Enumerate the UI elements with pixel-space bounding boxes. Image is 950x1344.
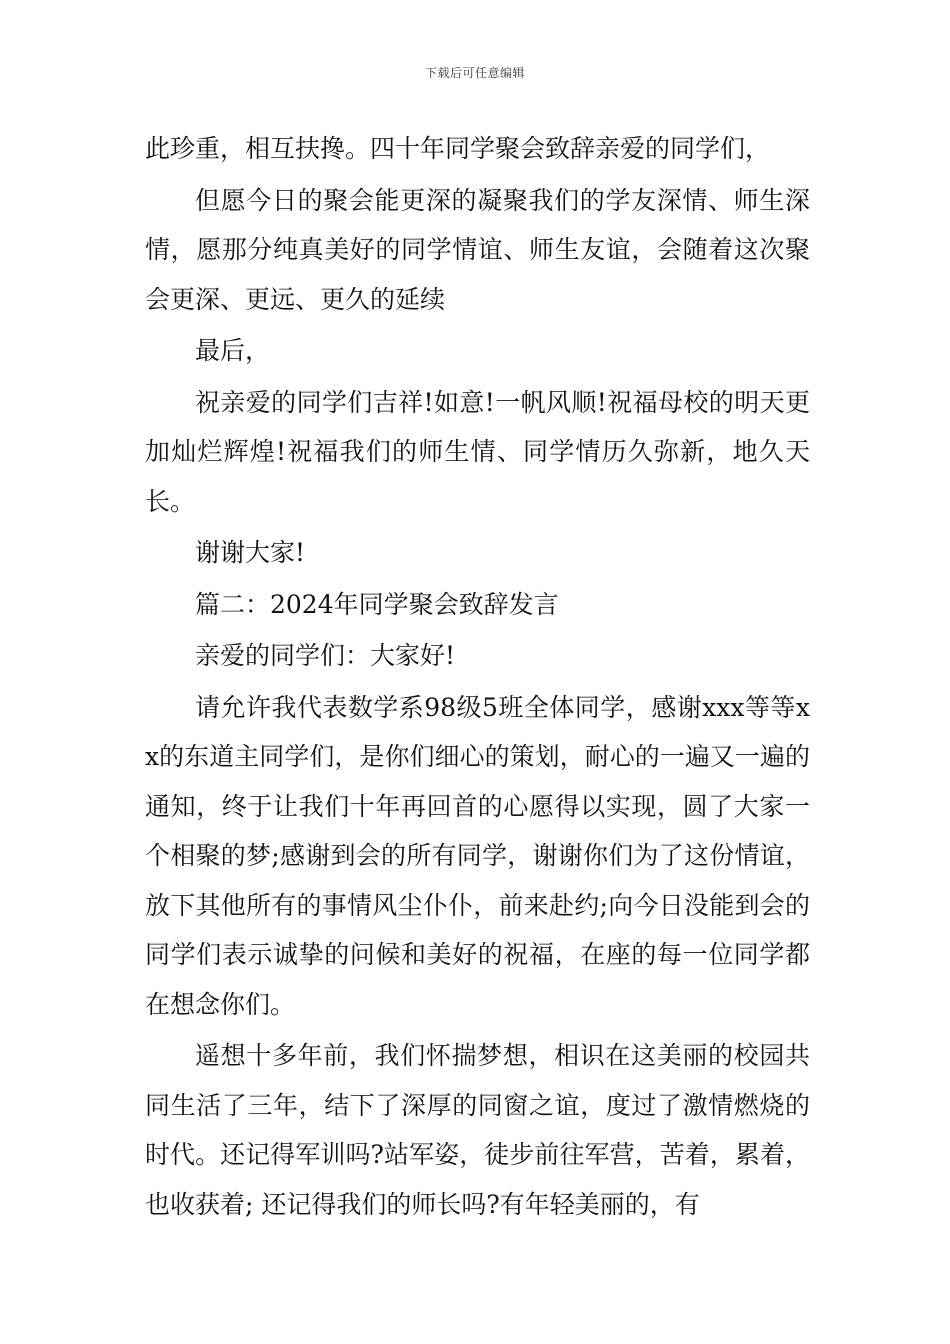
paragraph-3: 最后， (195, 336, 271, 365)
paragraph-8: 请允许我代表数学系98级5班全体同学，感谢xxx等等xx的东道主同学们，是你们细心的策划，耐心的一遍又一遍的通知，终于让我们十年再回首的心愿得以实现，圆了大家一个相聚的梦;感谢到会的所有同学，谢谢你们为了这份情谊，放下其他所有的事情风尘仆仆，前来赴约;向今日没能到会的同学们表示诚挚的问候和美好的祝福，在座的每一位同学都在想念你们。 (145, 692, 810, 1019)
paragraph-1: 此珍重，相互扶搀。四十年同学聚会致辞亲爱的同学们， (145, 134, 771, 163)
paragraph-2: 但愿今日的聚会能更深的凝聚我们的学友深情、师生深情，愿那分纯真美好的同学情谊、师生友谊，会随着这次聚会更深、更远、更久的延续 (145, 185, 810, 314)
document-body (145, 124, 810, 1231)
paragraph-4: 祝亲爱的同学们吉祥!如意!一帆风顺!祝福母校的明天更加灿烂辉煌!祝福我们的师生情、同学情历久弥新，地久天长。 (145, 387, 810, 516)
paragraph-9: 遥想十多年前，我们怀揣梦想，相识在这美丽的校园共同生活了三年，结下了深厚的同窗之谊，度过了激情燃烧的时代。还记得军训吗?站军姿，徒步前往军营，苦着，累着，也收获着; 还记得我们的师长吗?有年轻美丽的，有 (145, 1041, 810, 1219)
paragraph-5: 谢谢大家! (195, 538, 306, 567)
section-heading: 篇二：2024年同学聚会致辞发言 (195, 589, 559, 619)
paragraph-7: 亲爱的同学们：大家好! (195, 641, 456, 670)
page-header-note: 下载后可任意编辑 (424, 66, 525, 80)
